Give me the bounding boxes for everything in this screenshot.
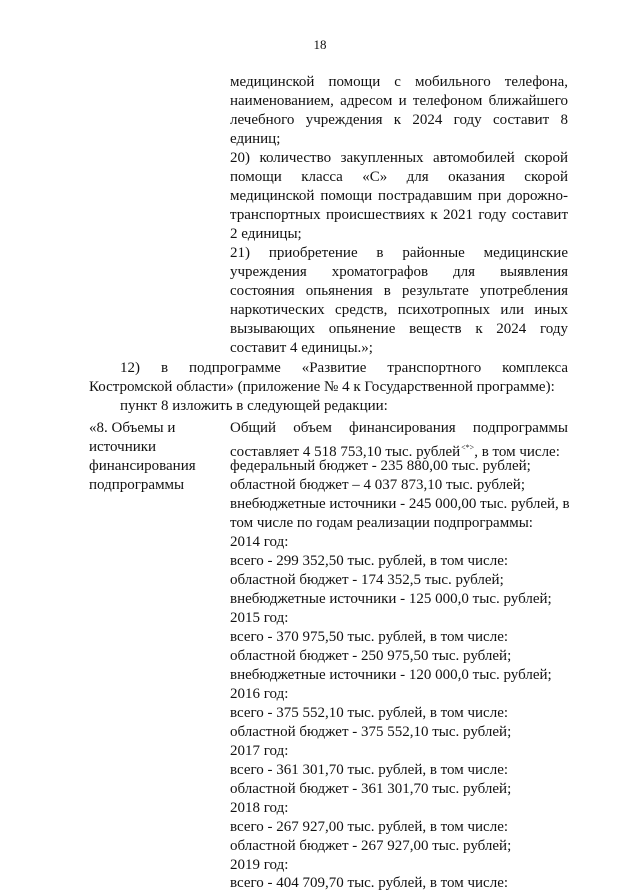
text-line: федеральный бюджет - 235 880,00 тыс. рублей; — [230, 458, 531, 474]
text-line: 2 единицы; — [230, 226, 302, 242]
label-line: источники — [89, 439, 157, 455]
label-line: финансирования — [89, 458, 196, 474]
text-line: составит 4 единицы.»; — [230, 340, 373, 356]
text-line: внебюджетные источники - 120 000,0 тыс. рублей; — [230, 667, 552, 683]
text-line: областной бюджет - 375 552,10 тыс. рублей; — [230, 724, 512, 740]
text-line: областной бюджет – 4 037 873,10 тыс. рублей; — [230, 477, 525, 493]
year-heading: 2015 год: — [230, 610, 289, 626]
label-line: «8. Объемы и — [89, 420, 176, 436]
text-line: 21) приобретение в районные медицинские — [230, 245, 568, 261]
text-line: областной бюджет - 361 301,70 тыс. рублей; — [230, 781, 512, 797]
text-line: состояния опьянения в результате употребления — [230, 283, 568, 299]
text-line: Общий объем финансирования подпрограммы — [230, 420, 568, 436]
total-amount-text: составляет 4 518 753,10 тыс. рублей — [230, 444, 461, 460]
text-line: Костромской области» (приложение № 4 к Государственной программе): — [89, 379, 555, 395]
text-line: областной бюджет - 250 975,50 тыс. рублей; — [230, 648, 512, 664]
text-line: единиц; — [230, 131, 281, 147]
text-line: всего - 404 709,70 тыс. рублей, в том числе: — [230, 875, 509, 891]
text-line: областной бюджет - 267 927,00 тыс. рублей; — [230, 838, 512, 854]
total-amount-tail: , в том числе: — [474, 444, 560, 460]
text-line: 20) количество закупленных автомобилей скорой — [230, 150, 568, 166]
year-heading: 2017 год: — [230, 743, 289, 759]
text-line: медицинской помощи пострадавшим при дорожно- — [230, 188, 568, 204]
text-line: помощи класса «С» для оказания скорой — [230, 169, 568, 185]
text-line: внебюджетные источники - 245 000,00 тыс. рублей, в — [230, 496, 570, 512]
text-line: учреждения хроматографов для выявления — [230, 264, 568, 280]
text-line: всего - 267 927,00 тыс. рублей, в том числе: — [230, 819, 509, 835]
text-line: всего - 299 352,50 тыс. рублей, в том числе: — [230, 553, 509, 569]
text-line: лечебного учреждения к 2024 году составит 8 — [230, 112, 568, 128]
text-line: областной бюджет - 174 352,5 тыс. рублей; — [230, 572, 504, 588]
text-line: всего - 361 301,70 тыс. рублей, в том числе: — [230, 762, 509, 778]
text-line: вызывающих опьянение веществ к 2024 году — [230, 321, 568, 337]
text-line: всего - 370 975,50 тыс. рублей, в том числе: — [230, 629, 509, 645]
text-line: всего - 375 552,10 тыс. рублей, в том числе: — [230, 705, 509, 721]
text-line: пункт 8 изложить в следующей редакции: — [120, 398, 388, 414]
year-heading: 2014 год: — [230, 534, 289, 550]
text-line: наименованием, адресом и телефоном ближайшего — [230, 93, 568, 109]
footnote-mark: <*> — [461, 443, 475, 452]
text-line: транспортных происшествиях к 2021 году составит — [230, 207, 568, 223]
page-number: 18 — [313, 37, 327, 52]
year-heading: 2019 год: — [230, 857, 289, 873]
text-line: 12) в подпрограмме «Развитие транспортного комплекса — [120, 360, 568, 376]
text-line: наркотических средств, психотропных или иных — [230, 302, 568, 318]
text-line: том числе по годам реализации подпрограммы: — [230, 515, 533, 531]
text-line: медицинской помощи с мобильного телефона, — [230, 74, 568, 90]
text-line: внебюджетные источники - 125 000,0 тыс. рублей; — [230, 591, 552, 607]
label-line: подпрограммы — [89, 477, 185, 493]
year-heading: 2018 год: — [230, 800, 289, 816]
year-heading: 2016 год: — [230, 686, 289, 702]
